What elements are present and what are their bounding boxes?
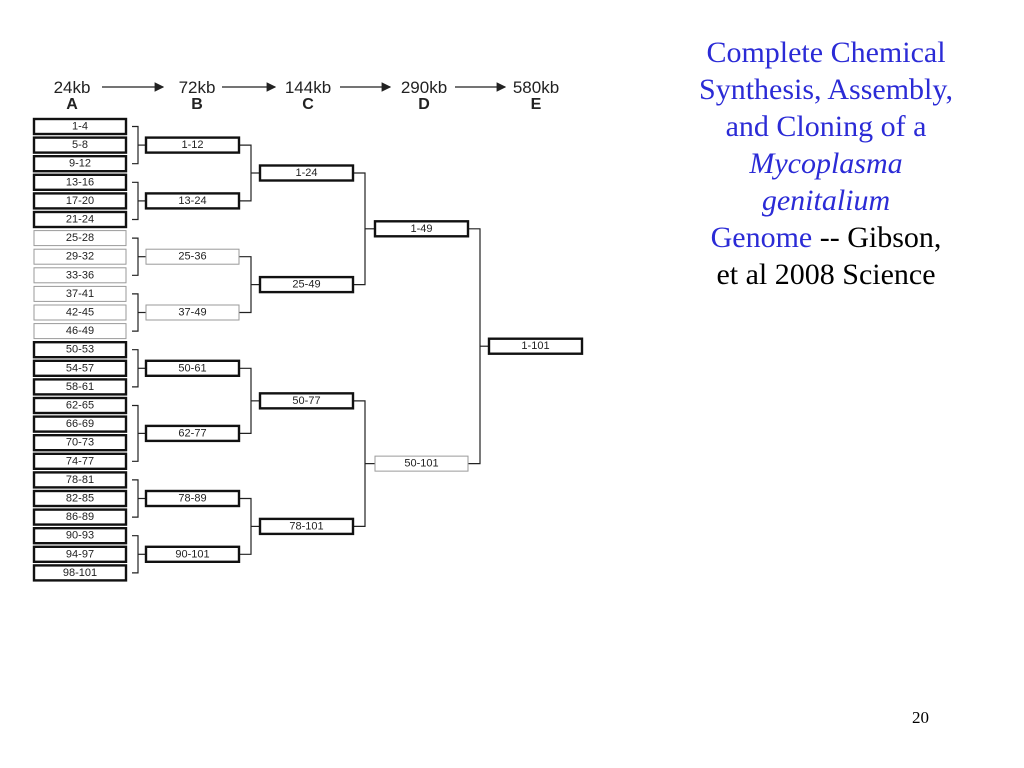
- assembly-diagram: [0, 0, 600, 600]
- fragment-label: 70-73: [65, 436, 95, 449]
- stage-size-label: 144kb: [284, 78, 332, 97]
- title-line-2: Synthesis, Assembly,: [699, 73, 953, 106]
- fragment-label: 62-65: [65, 399, 95, 412]
- fragment-label: 74-77: [65, 455, 95, 468]
- fragment-label: 78-89: [178, 492, 207, 505]
- fragment-label: 13-24: [178, 194, 207, 207]
- fragment-label: 1-49: [410, 222, 433, 235]
- fragment-label: 58-61: [65, 380, 95, 393]
- title-line-5: genitalium: [761, 184, 891, 217]
- stage-size-label: 24kb: [53, 78, 91, 97]
- assembly-bracket: [353, 173, 365, 285]
- fragment-label: 17-20: [65, 194, 95, 207]
- fragment-label: 82-85: [65, 492, 95, 505]
- fragment-label: 33-36: [65, 269, 95, 282]
- slide-title: [636, 34, 1016, 293]
- fragment-label: 90-93: [65, 529, 95, 542]
- assembly-bracket: [239, 145, 251, 201]
- fragment-label: 98-101: [62, 566, 98, 579]
- fragment-label: 9-12: [68, 157, 92, 170]
- fragment-label: 1-24: [295, 167, 318, 179]
- assembly-bracket: [132, 480, 138, 517]
- title-line-3: and Cloning of a: [725, 110, 927, 143]
- fragment-label: 25-49: [292, 278, 321, 291]
- title-genome: Genome: [710, 221, 813, 254]
- page-number: 20: [912, 708, 929, 727]
- stage-size-label: 72kb: [178, 78, 216, 97]
- stage-letter-label: C: [302, 96, 314, 113]
- title-line-4: Mycoplasma: [749, 147, 903, 180]
- assembly-bracket: [239, 368, 251, 433]
- fragment-label: 25-36: [178, 250, 207, 263]
- fragment-label: 29-32: [65, 250, 95, 263]
- title-authors: -- Gibson,: [812, 221, 942, 254]
- fragment-boxes: [34, 119, 582, 580]
- assembly-bracket: [132, 406, 138, 462]
- fragment-label: 1-12: [181, 139, 204, 152]
- assembly-bracket: [132, 536, 138, 573]
- fragment-label: 94-97: [65, 548, 95, 561]
- fragment-label: 50-77: [292, 394, 321, 407]
- fragment-label: 5-8: [72, 139, 88, 152]
- fragment-label: 42-45: [65, 306, 95, 319]
- title-line-1: Complete Chemical: [706, 36, 946, 69]
- fragment-label: 37-41: [65, 287, 95, 300]
- assembly-bracket: [132, 238, 138, 275]
- stage-size-label: 580kb: [512, 78, 560, 97]
- stage-letter-label: E: [530, 96, 542, 113]
- stage-letter-label: B: [191, 96, 203, 113]
- assembly-bracket: [239, 499, 251, 555]
- fragment-label: 62-77: [178, 427, 207, 440]
- assembly-bracket: [132, 350, 138, 387]
- fragment-label: 54-57: [65, 362, 95, 375]
- title-citation: et al 2008 Science: [716, 258, 936, 291]
- assembly-bracket: [132, 182, 138, 219]
- fragment-label: 50-61: [178, 362, 207, 375]
- fragment-label: 1-101: [521, 340, 550, 353]
- stage-size-label: 290kb: [400, 78, 448, 97]
- assembly-bracket: [468, 229, 480, 464]
- fragment-label: 66-69: [65, 418, 95, 431]
- assembly-bracket: [132, 127, 138, 164]
- fragment-label: 46-49: [65, 325, 95, 338]
- fragment-label: 25-28: [65, 232, 95, 245]
- stage-header: [54, 78, 560, 113]
- fragment-label: 86-89: [65, 511, 95, 524]
- fragment-label: 1-4: [72, 120, 88, 133]
- assembly-bracket: [239, 257, 251, 313]
- fragment-label: 78-81: [65, 473, 95, 486]
- assembly-bracket: [353, 401, 365, 527]
- fragment-label: 13-16: [65, 176, 95, 189]
- fragment-label: 37-49: [178, 306, 207, 319]
- assembly-bracket: [132, 294, 138, 331]
- fragment-label: 21-24: [65, 213, 95, 226]
- fragment-label: 78-101: [289, 520, 324, 533]
- fragment-label: 50-53: [65, 343, 95, 356]
- fragment-label: 50-101: [404, 457, 439, 470]
- stage-letter-label: A: [66, 96, 78, 113]
- fragment-label: 90-101: [175, 548, 210, 561]
- stage-letter-label: D: [418, 96, 430, 113]
